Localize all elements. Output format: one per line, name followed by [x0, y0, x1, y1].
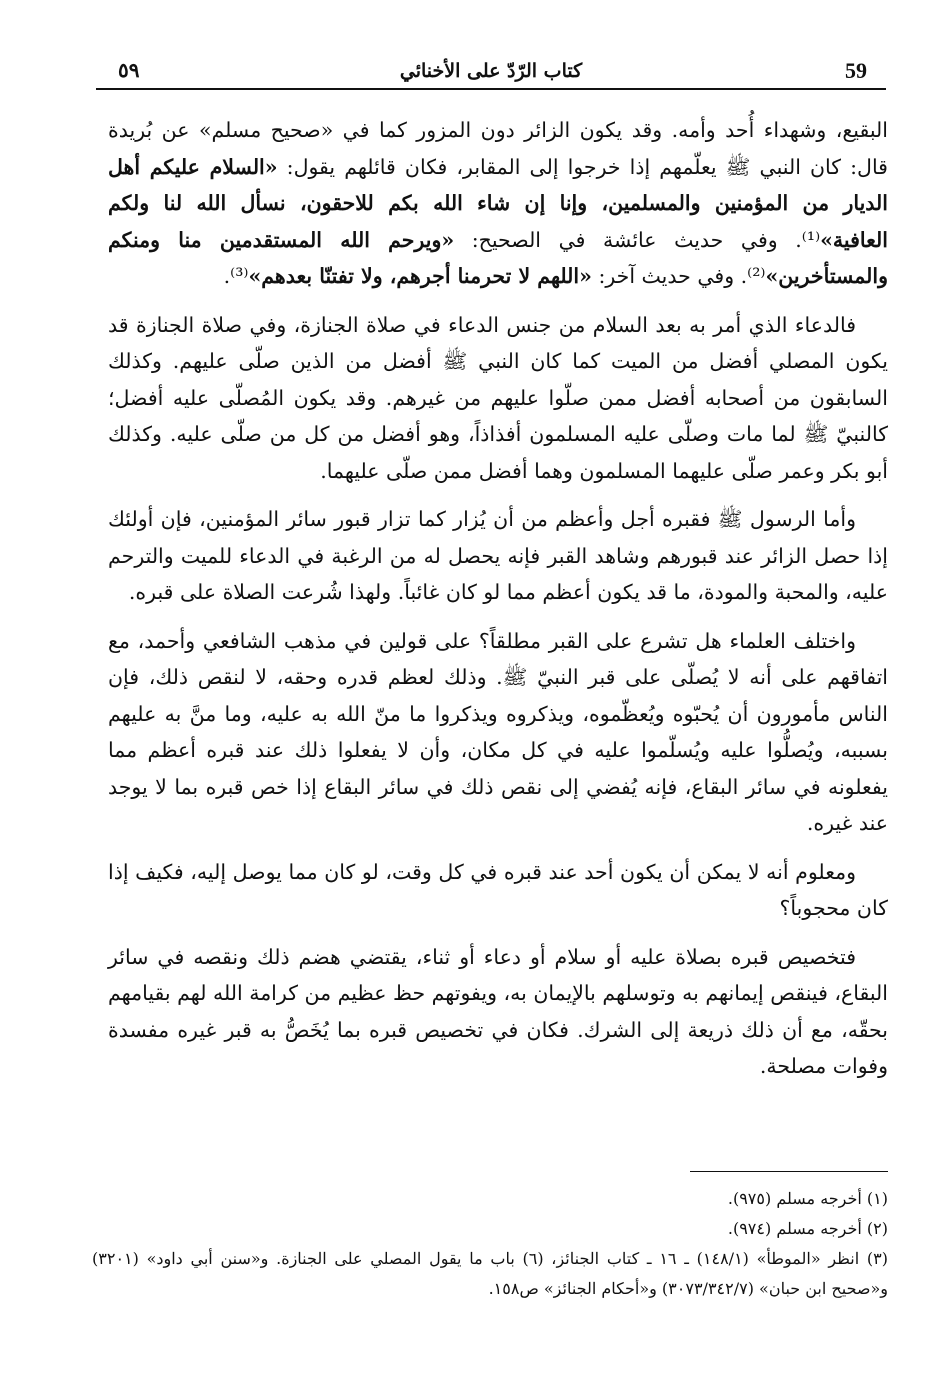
paragraph	[108, 623, 888, 842]
text-run: البقيع، وشهداء أُحد وأمه. وقد يكون الزائر دون المزور كما في «صحيح مسلم» عن بُريدة قال: كان النبي ﷺ يعلّمهم إذا خرجوا إلى المقابر، فكان قائلهم يقول:	[108, 118, 888, 179]
text-run: ⁽¹⁾. وفي حديث عائشة في الصحيح:	[454, 227, 821, 252]
footnote-separator	[690, 1171, 888, 1172]
text-run: ⁽³⁾.	[223, 264, 249, 288]
text-run: فالدعاء الذي أمر به بعد السلام من جنس الدعاء في صلاة الجنازة، وفي صلاة الجنازة قد يكون المصلي أفضل من الميت كما كان النبي ﷺ أفضل من الذين صلّى عليهم. وكذلك السابقون من أصحابه أفضل ممن صلّوا عليهم من غيرهم. وقد يكون المُصلّى عليه أفضل؛ كالنبيّ ﷺ لما مات وصلّى عليه المسلمون أفذاذاً، وهو أفضل من كل من صلّى عليه. وكذلك أبو بكر وعمر صلّى عليهما المسلمون وهما أفضل ممن صلّى عليهما.	[108, 312, 888, 483]
page-header	[96, 52, 886, 92]
text-run: فتخصيص قبره بصلاة عليه أو سلام أو دعاء أو ثناء، يقتضي هضم ذلك ونقصه في سائر البقاع، فينقص إيمانهم به وتوسلهم بالإيمان به، ويفوتهم حظ عظيم من كرامة الله لهم بقيامهم بحقّه، مع أن ذلك ذريعة إلى الشرك. فكان في تخصيص قبره بما يُخَصُّ به قبر غيره مفسدة وفوات مصلحة.	[108, 944, 888, 1078]
footnote: (٣) انظر «الموطأ» (١٤٨/١) ـ ١٦ ـ كتاب الجنائز، (٦) باب ما يقول المصلي على الجنازة. و«سنن أبي داود» (٣٢٠١) و«صحيح ابن حبان» (٣٠٧٣/٣٤٢/٧) و«أحكام الجنائز» ص١٥٨.	[92, 1249, 889, 1298]
paragraph	[108, 112, 888, 295]
paragraph	[108, 501, 888, 611]
text-run: وأما الرسول ﷺ فقبره أجل وأعظم من أن يُزار كما تزار قبور سائر المؤمنين، فإن أولئك إذا حصل الزائر عند قبورهم وشاهد القبر فإنه يحصل له من الرغبة في الدعاء للميت والترحم عليه، والمحبة والمودة، ما قد يكون أعظم مما لو كان غائباً. ولهذا شُرعت الصلاة على قبره.	[108, 507, 888, 604]
footnote: (١) أخرجه مسلم (٩٧٥).	[727, 1189, 888, 1208]
running-title: كتاب الرّدّ على الأخنائي	[399, 60, 583, 82]
header-rule	[96, 88, 886, 90]
quoted-hadith: «اللهم لا تحرمنا أجرهم، ولا تفتنّا بعدهم»	[248, 264, 592, 288]
page-number-latin: 59	[845, 58, 867, 83]
footnotes	[92, 1184, 888, 1304]
text-run: ومعلوم أنه لا يمكن أن يكون أحد عند قبره في كل وقت، لو كان مما يوصل إليه، فكيف إذا كان محجوباً؟	[108, 859, 888, 920]
main-text	[108, 112, 888, 1097]
paragraph	[108, 939, 888, 1085]
paragraph	[108, 307, 888, 490]
footnote: (٢) أخرجه مسلم (٩٧٤).	[727, 1219, 888, 1238]
quoted-hadith: «السلام عليكم أهل الديار من المؤمنين والمسلمين، وإنا إن شاء الله بكم للاحقون، نسأل الله لنا ولكم العافية»	[108, 154, 888, 252]
paragraph	[108, 854, 888, 927]
page-number-arabic: ٥٩	[118, 58, 140, 82]
quoted-hadith: «ويرحم الله المستقدمين منا ومنكم والمستأخرين»	[108, 227, 888, 288]
text-run: واختلف العلماء هل تشرع على القبر مطلقاً؟ على قولين في مذهب الشافعي وأحمد، مع اتفاقهم على أنه لا يُصلّى على قبر النبيّ ﷺ. وذلك لعظم قدره وحقه، لا لنقص ذلك، فإن الناس مأمورون أن يُحبّوه ويُعظّموه، ويذكروه ويذكروا ما منّ الله به عليه، وما منَّ به عليهم بسببه، ويُصلُّوا عليه ويُسلّموا عليه في كل مكان، وأن لا يفعلوا ذلك عند قبره أعظم مما يفعلونه في سائر البقاع، فإنه يُفضي إلى نقص ذلك في سائر البقاع إذا خص قبره بما لا يوجد عند غيره.	[108, 628, 888, 835]
text-run: ⁽²⁾. وفي حديث آخر:	[591, 264, 766, 288]
